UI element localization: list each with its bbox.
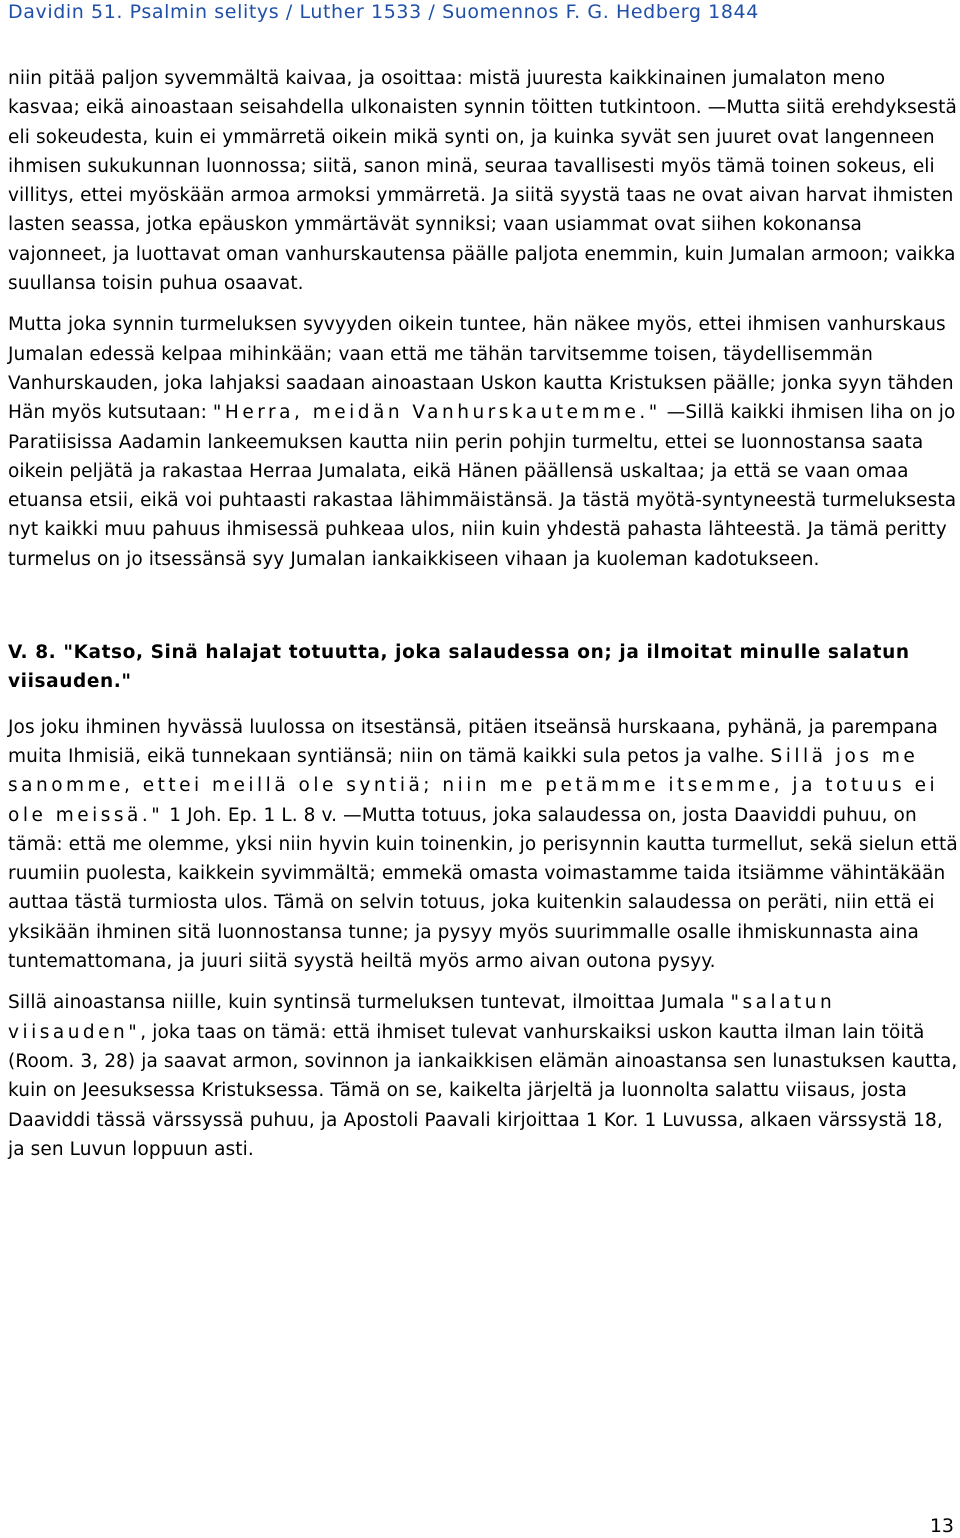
verse-heading: V. 8. "Katso, Sinä halajat totuutta, joka salaudessa on; ja ilmoitat minulle salatun viisauden."	[8, 642, 910, 693]
paragraph-spacer	[8, 976, 958, 988]
section-spacer	[8, 574, 958, 638]
paragraph-1	[8, 64, 958, 298]
paragraph-3-text-a: Jos joku ihminen hyvässä luulossa on itsestänsä, pitäen itseänsä hurskaana, pyhänä, ja parempana muita Ihmisiä, eikä tunnekaan syntiänsä; niin on tämä kaikki sula petos ja valhe.	[8, 716, 938, 767]
page-number: 13	[929, 1515, 954, 1537]
paragraph-4	[8, 988, 958, 1164]
paragraph-4-text-a: Sillä ainoastansa niille, kuin syntinsä turmeluksen tuntevat, ilmoittaa Jumala	[8, 992, 731, 1014]
document-header-title: Davidin 51. Psalmin selitys / Luther 1533 / Suomennos F. G. Hedberg 1844	[8, 1, 759, 23]
paragraph-1-text-b: —Mutta siitä erehdyksestä eli sokeudesta, kuin ei ymmärretä oikein mikä synti on, ja kuinka syvät sen juuret ovat langenneen ihmisen sukukunnan luonnossa; siitä, sanon minä, seuraa tavallisesti myös tämä toinen sokeus, eli villitys, ettei myöskään armoa armoksi ymmärretä. Ja siitä syystä taas ne ovat aivan harvat ihmisten lasten seassa, jotka epäuskon ymmärtävät synniksi; vaan usiammat ovat siihen kokonansa vajonneet, ja luottavat oman vanhurskautensa päälle paljota enemmin, kuin Jumalan armoon; vaikka suullansa toisin puhua osaavat.	[8, 97, 957, 295]
paragraph-2-text-b: —Sillä kaikki ihmisen liha on jo Paratiisissa Aadamin lankeemuksen kautta niin perin pohjin turmeltu, ettei se luonnostansa saata oikein peljätä ja rakastaa Herraa Jumalata, eikä Hänen päällensä uskaltaa; ja että se vaan omaa etuansa etsii, eikä voi puhtaasti rakastaa lähimmäistänsä. Ja tästä myötä-syntyneestä turmeluksesta nyt kaikki muu pahuus ihmisessä puhkeaa ulos, niin kuin yhdestä pahasta lähteestä. Ja tämä peritty turmelus on jo itsessänsä syy Jumalan iankaikkiseen vihaan ja kuoleman kadotukseen.	[8, 402, 957, 570]
paragraph-1-text-a: niin pitää paljon syvemmältä kaivaa, ja osoittaa: mistä juuresta kaikkinainen jumalaton meno kasvaa; eikä ainoastaan seisahdella ulkonaisten synnin töitten tutkintoon.	[8, 68, 886, 119]
paragraph-4-emphasis: "salatun viisauden"	[8, 992, 836, 1043]
paragraph-spacer	[8, 298, 958, 310]
paragraph-3	[8, 713, 958, 977]
paragraph-3-text-b: 1 Joh. Ep. 1 L. 8 v. —Mutta totuus, joka salaudessa on, josta Daaviddi puhuu, on tämä: että me olemme, yksi niin hyvin kuin toinenkin, jo perisynnin kautta turmellut, sekä sielun että ruumiin puolesta, kaikkein syvimmältä; emmekä omasta voimastamme taida itsiämme vähintäkään auttaa tästä turmiosta ulos. Tämä on selvin totuus, joka kuitenkin salaudessa on peräti, niin että ei yksikään ihminen sitä luonnostansa tunne; ja pysyy myös suurimmalle osalle ihmiskunnasta aina tuntemattomana, ja juuri siitä syystä heiltä myös armo aivan outona pysyy.	[8, 804, 958, 973]
paragraph-2-text-a: Mutta joka synnin turmeluksen syvyyden oikein tuntee, hän näkee myös, ettei ihmisen vanhurskaus Jumalan edessä kelpaa mihinkään; vaan että me tähän tarvitsemme toisen, täydellisemmän Vanhurskauden, joka lahjaksi saadaan ainoastaan Uskon kautta Kristuksen päälle; jonka syyn tähden Hän myös kutsutaan:	[8, 314, 954, 424]
document-body	[8, 64, 958, 1164]
paragraph-4-text-b: , joka taas on tämä: että ihmiset tulevat vanhurskaiksi uskon kautta ilman lain töitä (Room. 3, 28) ja saavat armon, sovinnon ja iankaikkisen elämän ainoastansa sen lunastuksen kautta, kuin on Jeesuksessa Kristuksessa. Tämä on se, kaikelta järjeltä ja luonnolta salattu viisaus, josta Daaviddi tässä värssyssä puhuu, ja Apostoli Paavali kirjoittaa 1 Kor. 1 Luvussa, alkaen värssystä 18, ja sen Luvun loppuun asti.	[8, 1021, 958, 1160]
paragraph-spacer	[8, 697, 958, 713]
paragraph-2	[8, 310, 958, 574]
paragraph-3-emphasis: Sillä jos me sanomme, ettei meillä ole syntiä; niin me petämme itsemme, ja totuus ei ole meissä."	[8, 745, 939, 826]
paragraph-2-emphasis: "Herra, meidän Vanhurskautemme."	[212, 402, 661, 424]
